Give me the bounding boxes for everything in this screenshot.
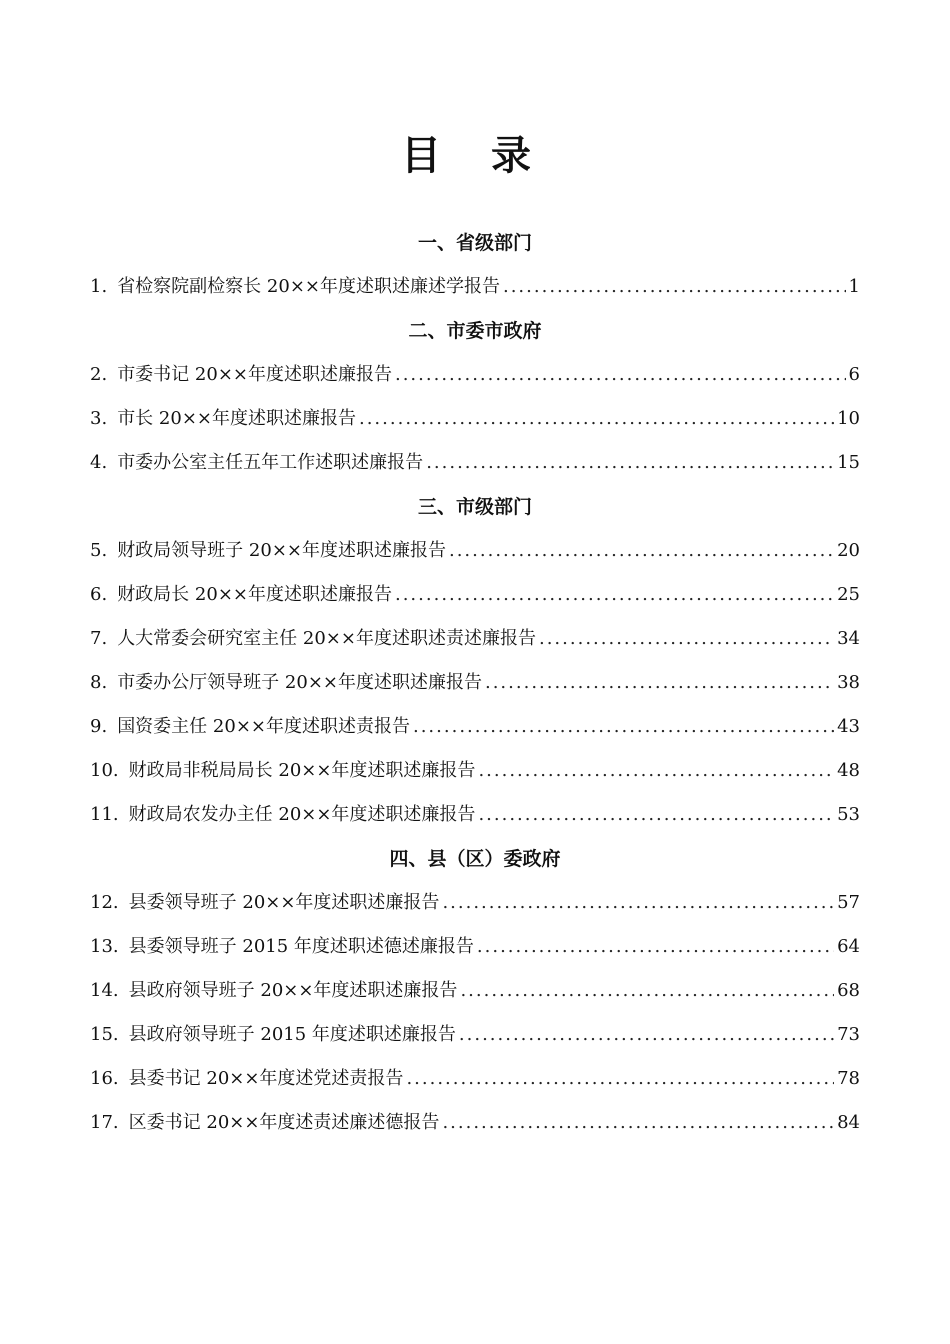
dot-leader [442,888,834,918]
entry-number: 9. [90,716,108,737]
toc-entry[interactable] [90,360,860,390]
dot-leader [503,272,846,302]
entry-title: 区委书记 20××年度述责述廉述德报告 [128,1112,440,1133]
toc-entry[interactable] [90,624,860,654]
dot-leader [395,580,834,610]
dot-leader [406,1064,834,1094]
entry-title: 县政府领导班子 20××年度述职述廉报告 [128,980,458,1001]
dot-leader [459,1020,834,1050]
entry-number: 3. [90,408,108,429]
toc-entry[interactable] [90,1108,860,1138]
entry-page-number: 43 [837,716,860,737]
entry-title: 市长 20××年度述职述廉报告 [117,408,356,429]
entry-title: 人大常委会研究室主任 20××年度述职述责述廉报告 [117,628,536,649]
toc-entry[interactable] [90,1064,860,1094]
entry-title: 财政局农发办主任 20××年度述职述廉报告 [128,804,476,825]
entry-page-number: 73 [837,1024,860,1045]
entry-page-number: 25 [837,584,860,605]
entry-title: 财政局非税局局长 20××年度述职述廉报告 [128,760,476,781]
entry-page-number: 6 [848,364,860,385]
entry-page-number: 20 [837,540,860,561]
entry-number: 15. [90,1024,119,1045]
entry-title: 市委书记 20××年度述职述廉报告 [117,364,392,385]
dot-leader [478,756,834,786]
entry-number: 7. [90,628,108,649]
dot-leader [426,448,834,478]
entry-title: 县委书记 20××年度述党述责报告 [128,1068,404,1089]
toc-entry[interactable] [90,404,860,434]
entry-page-number: 53 [837,804,860,825]
toc-entry[interactable] [90,888,860,918]
dot-leader [413,712,834,742]
dot-leader [485,668,834,698]
dot-leader [539,624,834,654]
dot-leader [395,360,846,390]
toc-entry[interactable] [90,1020,860,1050]
entry-page-number: 78 [837,1068,860,1089]
entry-page-number: 34 [837,628,860,649]
section-heading: 二、市委市政府 [408,320,542,342]
entry-number: 16. [90,1068,119,1089]
entry-page-number: 57 [837,892,860,913]
dot-leader [442,1108,834,1138]
entry-number: 1. [90,276,108,297]
toc-entry[interactable] [90,668,860,698]
dot-leader [478,800,834,830]
entry-title: 省检察院副检察长 20××年度述职述廉述学报告 [117,276,500,297]
entry-number: 6. [90,584,108,605]
entry-page-number: 68 [837,980,860,1001]
section-heading: 一、省级部门 [417,232,532,254]
toc-entry[interactable] [90,712,860,742]
entry-page-number: 64 [837,936,860,957]
entry-number: 2. [90,364,108,385]
section-heading: 四、县（区）委政府 [389,848,561,870]
entry-number: 5. [90,540,108,561]
entry-number: 10. [90,760,119,781]
entry-page-number: 38 [837,672,860,693]
entry-title: 市委办公厅领导班子 20××年度述职述廉报告 [117,672,482,693]
toc-entry[interactable] [90,580,860,610]
entry-number: 14. [90,980,119,1001]
entry-title: 财政局领导班子 20××年度述职述廉报告 [117,540,446,561]
entry-title: 县政府领导班子 2015 年度述职述廉报告 [128,1024,456,1045]
entry-page-number: 1 [848,276,860,297]
entry-title: 国资委主任 20××年度述职述责报告 [117,716,410,737]
toc-title: 目 录 [401,132,549,179]
dot-leader [477,932,834,962]
entry-number: 17. [90,1112,119,1133]
toc-entry[interactable] [90,448,860,478]
entry-page-number: 15 [837,452,860,473]
toc-entry[interactable] [90,932,860,962]
entry-title: 县委领导班子 20××年度述职述廉报告 [128,892,440,913]
entry-page-number: 10 [837,408,860,429]
entry-title: 县委领导班子 2015 年度述职述德述廉报告 [128,936,474,957]
section-heading: 三、市级部门 [417,496,532,518]
toc-entry[interactable] [90,976,860,1006]
entry-number: 12. [90,892,119,913]
entry-number: 4. [90,452,108,473]
toc-entry[interactable] [90,536,860,566]
entry-number: 8. [90,672,108,693]
dot-leader [460,976,834,1006]
entry-title: 财政局长 20××年度述职述廉报告 [117,584,392,605]
entry-page-number: 84 [837,1112,860,1133]
toc-entry[interactable] [90,800,860,830]
dot-leader [359,404,834,434]
entry-title: 市委办公室主任五年工作述职述廉报告 [117,452,424,473]
toc-entry[interactable] [90,756,860,786]
toc-entry[interactable] [90,272,860,302]
entry-number: 13. [90,936,119,957]
dot-leader [449,536,834,566]
entry-page-number: 48 [837,760,860,781]
entry-number: 11. [90,804,119,825]
